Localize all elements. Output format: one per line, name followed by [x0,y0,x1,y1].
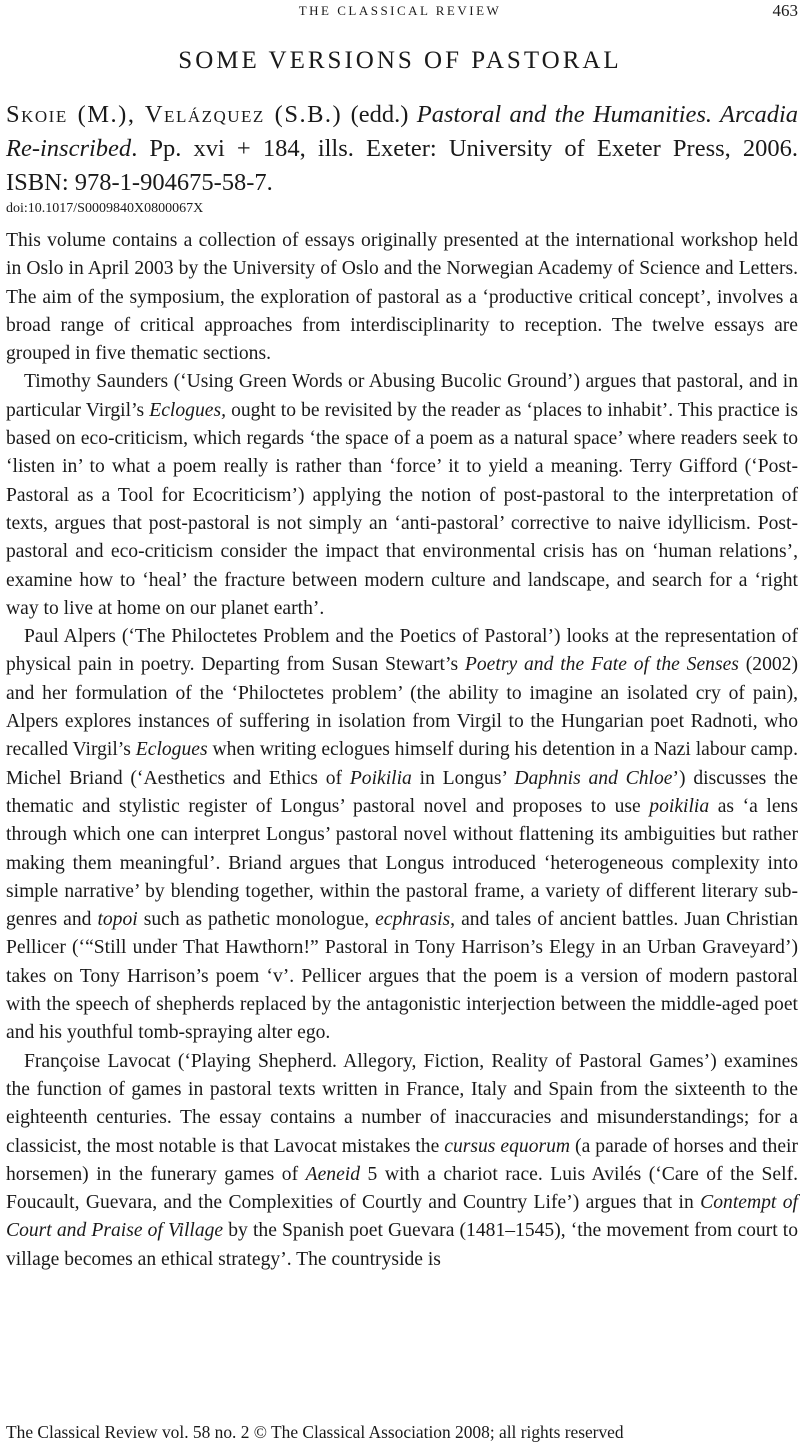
italic-run: Daphnis and Chloe [514,767,673,789]
text-run: by the Spanish poet Guevara (1481–1545), ‘the movement from court to village becomes an ethical strategy’. The countryside is [6,1220,798,1270]
text-run: Françoise Lavocat (‘Playing Shepherd. Allegory, Fiction, Reality of Pastoral Games’) examines the function of games in pastoral texts written in France, Italy and Spain from the sixteenth to the eighteenth centuries. The essay contains a number of inaccuracies and misunderstandings; for a classicist, the most notable is that Lavocat mistakes the [6,1050,798,1157]
italic-run: Contempt of Court and Praise of Village [6,1192,798,1242]
text-run: ought to be revisited by the reader as ‘places to inhabit’. This practice is based on eco-criticism, which regards ‘the space of a poem as a natural space’ where readers seek to ‘listen in’ to what a poem really is rather than ‘force’ it to yield a meaning. Terry Gifford (‘Post-Pastoral as a Tool for Ecocriticism’) applying the notion of post-pastoral to the interpretation of texts, argues that post-pastoral is not simply an ‘anti-pastoral’ corrective to naive idyllicism. Post-pastoral and eco-criticism consider the impact that environmental crisis has on ‘human relations’, examine how to ‘heal’ the fracture between modern culture and landscape, and search for a ‘right way to live at home on our planet earth’. [6,399,799,619]
text-run: Timothy Saunders (‘Using Green Words or Abusing Bucolic Ground’) argues that pastoral, and in particular Virgil’s [6,371,798,421]
italic-run: Poikilia [349,767,412,789]
italic-run: Aeneid [305,1163,361,1185]
text-run: in Longus’ [411,767,515,789]
citation-details: . Pp. xvi + 184, ills. Exeter: University of Exeter Press, 2006. ISBN: 978-1-904675-58-7. [6,135,798,196]
section-title: SOME VERSIONS OF PASTORAL [178,47,622,74]
copyright-footer: The Classical Review vol. 58 no. 2 © The Classical Association 2008; all rights reserved [6,1422,624,1442]
running-head [0,0,800,22]
text-run: when writing eclogues himself during his detention in a Nazi labour camp. Michel Briand (‘Aesthetics and Ethics of [6,739,798,789]
italic-run: poikilia [649,795,710,817]
text-run: (a parade of horses and their horsemen) in the funerary games of [6,1135,798,1185]
italic-run: topoi [97,909,138,931]
text-run: (2002) and her formulation of the ‘Philoctetes problem’ (the ability to imagine an isolated cry of pain), Alpers explores instances of suffering in isolation from Virgil to the Hungarian poet Radnoti, who recalled Virgil’s [6,654,798,761]
review-body [6,227,798,1274]
italic-run: cursus equorum [444,1135,571,1157]
text-run: as ‘a lens through which one can interpret Longus’ pastoral novel without flattening its ambiguities but rather making them meaningful’. Briand argues that Longus introduced ‘heterogeneous complexity into simple narrative’ by blending together, within the pastoral frame, a variety of different literary sub-genres and [6,795,798,931]
italic-run: ecphrasis [375,909,451,931]
italic-run: Eclogues, [149,399,226,421]
italic-run: Poetry and the Fate of the Senses [464,654,739,676]
text-run: ’) discusses the thematic and stylistic register of Longus’ pastoral novel and proposes to use [6,767,798,817]
citation-authors: Skoie (M.), Velázquez (S.B.) [6,101,343,128]
paragraph [6,368,798,623]
paragraph-text: This volume contains a collection of essays originally presented at the international workshop held in Oslo in April 2003 by the University of Oslo and the Norwegian Academy of Science and Letters. The aim of the symposium, the exploration of pastoral as a ‘productive critical concept’, involves a broad range of critical approaches from interdisciplinarity to reception. The twelve essays are grouped in five thematic sections. [6,230,798,365]
doi: doi:10.1017/S0009840X0800067X [6,201,204,216]
text-run: such as pathetic monologue, [137,909,376,931]
text-run: 5 with a chariot race. Luis Avilés (‘Care of the Self. Foucault, Guevara, and the Complexities of Courtly and Country Life’) argues that in [6,1163,798,1214]
text-run: Paul Alpers (‘The Philoctetes Problem and the Poetics of Pastoral’) looks at the representation of physical pain in poetry. Departing from Susan Stewart’s [6,626,798,676]
citation-title: Pastoral and the Humanities. Arcadia Re-inscribed [6,101,798,162]
paragraph [6,1048,798,1274]
book-citation [6,98,798,200]
paragraph [6,623,798,1047]
page-number: 463 [772,1,798,20]
italic-run: Eclogues [135,739,208,761]
citation-role: (edd.) [342,101,417,128]
text-run: , and tales of ancient battles. Juan Christian Pellicer (‘“Still under That Hawthorn!” Pastoral in Tony Harrison’s Elegy in an Urban Graveyard’) takes on Tony Harrison’s poem ‘v’. Pellicer argues that the poem is a version of modern pastoral with the speech of shepherds replaced by the antagonistic interjection between the middle-aged poet and his youthful tomb-spraying alter ego. [6,909,798,1044]
running-title: THE CLASSICAL REVIEW [298,3,502,18]
paragraph [6,227,798,368]
